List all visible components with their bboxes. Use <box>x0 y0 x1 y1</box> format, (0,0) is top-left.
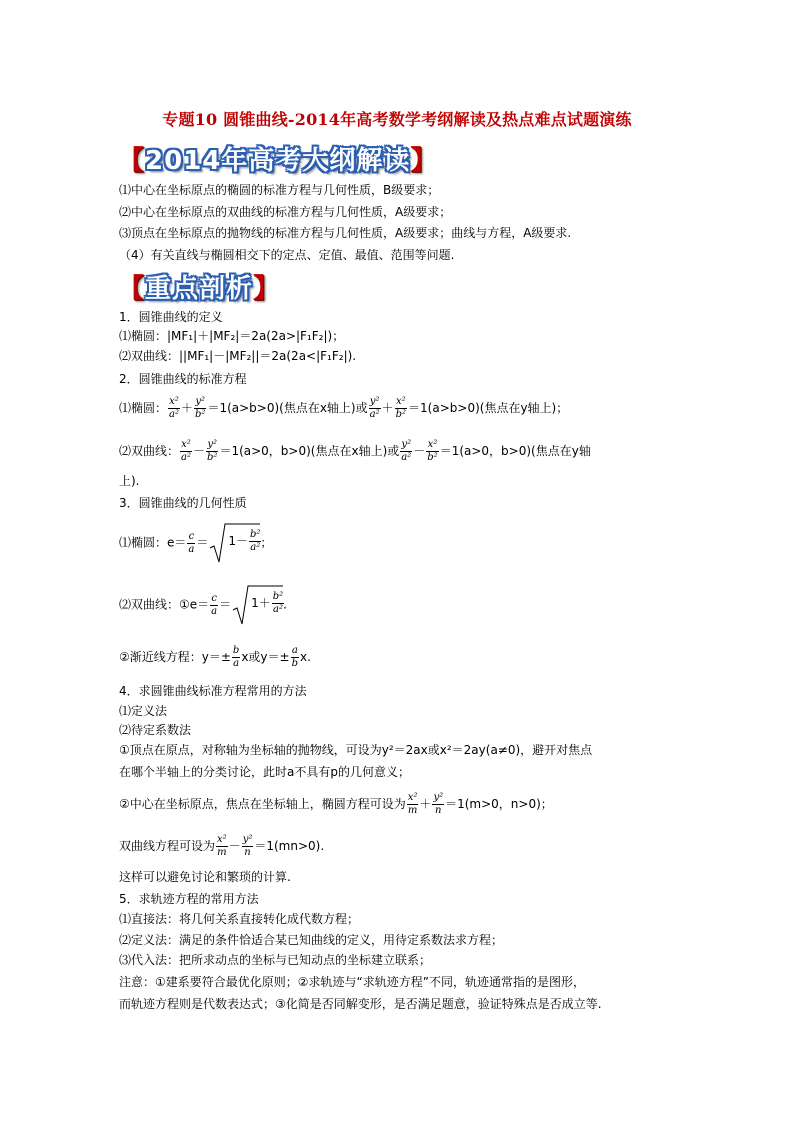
text-run: － <box>228 839 241 853</box>
text-run: ＝ <box>196 535 209 550</box>
denominator: b² <box>395 409 407 420</box>
numerator: x² <box>396 396 406 407</box>
fraction <box>187 531 195 556</box>
numerator: y² <box>401 439 412 450</box>
text-run: ＋ <box>419 797 432 811</box>
text-run <box>251 591 285 616</box>
s4-hyperbola-form <box>119 831 324 861</box>
fraction <box>272 591 284 616</box>
s2-hyperbola-equation <box>119 436 591 466</box>
denominator: a² <box>401 452 412 463</box>
numerator: y² <box>433 792 444 803</box>
text-run: 1－ <box>228 534 249 548</box>
s4-conclusion: 这样可以避免讨论和繁琐的计算. <box>119 870 291 884</box>
text-run: x或y＝± <box>241 650 290 664</box>
numerator: x² <box>407 792 418 803</box>
text-run: ＝1(a>0，b>0)(焦点在y轴 <box>439 444 591 458</box>
s3-asymptote <box>119 642 311 672</box>
text-run: ＝1(mn>0). <box>254 839 325 853</box>
s5-heading: 5．求轨迹方程的常用方法 <box>119 892 259 906</box>
text-run: 重点剖析 <box>145 274 254 304</box>
fraction <box>216 834 228 859</box>
fraction <box>206 439 218 464</box>
s5-direct-method: ⑴直接法：将几何关系直接转化成代数方程； <box>119 912 360 926</box>
denominator: b² <box>207 452 218 463</box>
denominator: b² <box>195 409 206 420</box>
text-run: ＝ <box>219 597 232 612</box>
s5-substitution-method: ⑶代入法：把所求动点的坐标与已知动点的坐标建立联系； <box>119 953 432 967</box>
denominator: a <box>211 605 218 617</box>
text-run <box>228 529 262 554</box>
denominator: a² <box>250 542 261 553</box>
s3-hyperbola-eccentricity <box>119 584 287 626</box>
fraction <box>180 439 192 464</box>
text-run: . <box>283 597 287 612</box>
numerator: c <box>188 530 195 542</box>
section-banner-key-analysis <box>118 268 280 305</box>
numerator: y² <box>242 834 253 845</box>
s3-heading: 3．圆锥曲线的几何性质 <box>119 496 247 510</box>
text-run: ②中心在坐标原点，焦点在坐标轴上，椭圆方程可设为 <box>119 797 406 811</box>
numerator: x² <box>217 834 227 845</box>
text-run: 】 <box>253 274 281 304</box>
s4-method-undetermined: ⑵待定系数法 <box>119 723 192 737</box>
text-run: ⑵双曲线：①e＝ <box>119 597 210 612</box>
numerator: b <box>232 645 240 656</box>
numerator: c <box>211 592 217 604</box>
text-run: ⑵双曲线： <box>119 444 180 458</box>
numerator: y² <box>195 396 206 407</box>
s1-heading: 1．圆锥曲线的定义 <box>119 310 223 324</box>
text-run: 】 <box>410 146 438 176</box>
text-run: ＝1(a>0，b>0)(焦点在x轴上)或 <box>219 444 400 458</box>
fraction <box>168 396 180 421</box>
s3-ellipse-eccentricity <box>119 522 272 564</box>
outline-item-3: ⑶顶点在坐标原点的抛物线的标准方程与几何性质，A级要求；曲线与方程，A级要求. <box>119 226 572 240</box>
s2-ellipse-equation <box>119 393 568 423</box>
fraction <box>400 439 412 464</box>
s1-ellipse-def: ⑴椭圆：|MF₁|＋|MF₂|＝2a(2a>|F₁F₂|)； <box>119 329 345 343</box>
numerator: x² <box>427 439 438 450</box>
text-run: ＋ <box>381 401 394 415</box>
text-run: ＋ <box>181 401 194 415</box>
text-run: ⑴椭圆：e＝ <box>119 535 187 550</box>
fraction <box>210 593 218 618</box>
numerator: x² <box>181 439 191 450</box>
text-run: － <box>193 444 206 458</box>
denominator: a² <box>181 452 191 463</box>
s4-ellipse-form <box>119 789 553 819</box>
text-run: 【 <box>118 274 146 304</box>
document-title: 专题10 圆锥曲线-2014年高考数学考纲解读及热点难点试题演练 <box>162 110 632 129</box>
fraction <box>291 645 299 670</box>
numerator: y² <box>207 439 218 450</box>
denominator: n <box>242 846 254 859</box>
denominator: b² <box>427 452 438 463</box>
text-run: － <box>413 444 426 458</box>
outline-item-2: ⑵中心在坐标原点的双曲线的标准方程与几何性质，A级要求； <box>119 205 452 219</box>
text-run: ＝1(a>b>0)(焦点在x轴上)或 <box>207 401 368 415</box>
text-run: 1＋ <box>251 596 271 610</box>
s4-parabola-note-1: ①顶点在原点，对称轴为坐标轴的抛物线，可设为y²＝2ax或x²＝2ay(a≠0)，避开对焦点 <box>119 743 593 757</box>
text-run: ＝1(m>0，n>0)； <box>445 797 553 811</box>
denominator: m <box>407 805 418 816</box>
denominator: a² <box>169 409 179 420</box>
s2-hyperbola-equation-cont: 上). <box>119 474 140 488</box>
fraction <box>249 529 261 554</box>
fraction <box>426 439 438 464</box>
outline-item-1: ⑴中心在坐标原点的椭圆的标准方程与几何性质，B级要求； <box>119 183 440 197</box>
text-run: 【 <box>118 146 146 176</box>
text-run: ； <box>260 535 273 550</box>
text-run: ②渐近线方程：y＝± <box>119 650 231 664</box>
text-run: 2014年高考大纲解读 <box>145 146 411 176</box>
numerator: b² <box>250 529 261 540</box>
fraction <box>432 792 444 817</box>
s4-parabola-note-2: 在哪个半轴上的分类讨论，此时a不具有p的几何意义； <box>119 765 410 779</box>
s5-definition-method: ⑵定义法：满足的条件恰适合某已知曲线的定义，用待定系数法求方程； <box>119 933 504 947</box>
s4-heading: 4．求圆锥曲线标准方程常用的方法 <box>119 684 307 698</box>
text-run: ⑴椭圆： <box>119 401 168 415</box>
fraction <box>194 396 206 421</box>
numerator: x² <box>169 396 179 407</box>
sqrt-symbol <box>231 584 283 626</box>
s4-method-definition: ⑴定义法 <box>119 704 168 718</box>
text-run: ＝1(a>b>0)(焦点在y轴上)； <box>408 401 569 415</box>
text-run: x. <box>300 650 311 664</box>
denominator: a <box>233 658 240 669</box>
fraction <box>407 792 419 817</box>
denominator: a <box>188 543 195 555</box>
numerator: y² <box>369 396 380 407</box>
denominator: a² <box>369 409 380 420</box>
s2-heading: 2．圆锥曲线的标准方程 <box>119 372 247 386</box>
s5-note-1: 注意：①建系要符合最优化原则；②求轨迹与“求轨迹方程”不同，轨迹通常指的是图形， <box>119 975 585 989</box>
fraction <box>369 396 381 421</box>
section-banner-syllabus <box>118 140 437 177</box>
sqrt-symbol <box>208 522 260 564</box>
text-run: 双曲线方程可设为 <box>119 839 216 853</box>
denominator: m <box>217 847 227 858</box>
s1-hyperbola-def: ⑵双曲线：||MF₁|－|MF₂||＝2a(2a<|F₁F₂|). <box>119 349 357 363</box>
denominator: n <box>432 804 444 817</box>
numerator: a <box>291 645 298 656</box>
denominator: a² <box>273 604 283 615</box>
outline-item-4: （4）有关直线与椭圆相交下的定点、定值、最值、范围等问题. <box>119 248 455 262</box>
fraction <box>242 834 254 859</box>
numerator: b² <box>272 591 284 602</box>
fraction <box>395 396 407 421</box>
fraction <box>232 645 240 670</box>
s5-note-2: 而轨迹方程则是代数表达式；③化简是否同解变形，是否满足题意，验证特殊点是否成立等. <box>119 997 602 1011</box>
denominator: b <box>291 658 298 669</box>
